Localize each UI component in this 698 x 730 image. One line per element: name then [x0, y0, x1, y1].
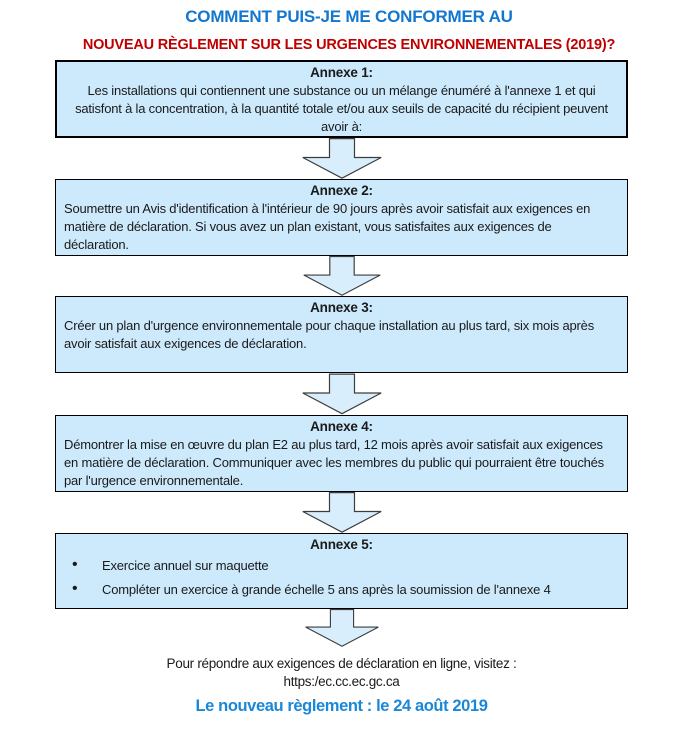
- annexe-4-box: [55, 415, 628, 492]
- down-arrow-2: [55, 256, 628, 296]
- page-title-line1: COMMENT PUIS-JE ME CONFORMER AU: [185, 7, 513, 26]
- annexe-5-bullet-1: • Exercice annuel sur maquette: [64, 557, 619, 575]
- annexe-1-box: [55, 60, 628, 138]
- annexe-1-heading: Annexe 1:: [310, 65, 373, 80]
- flowchart-stack: [55, 60, 628, 647]
- down-arrow-1: [55, 138, 628, 179]
- annexe-3-heading: Annexe 3:: [310, 300, 373, 315]
- annexe-1-body: Les installations qui contiennent une substance ou un mélange énuméré à l'annexe 1 et qui satisfont à la concentration, à la quantité totale et/ou aux seuils de capacité du récipient peuvent avoir à:: [75, 83, 608, 134]
- annexe-2-body: Soumettre un Avis d'identification à l'intérieur de 90 jours après avoir satisfait aux exigences en matière de déclaration. Si vous avez un plan existant, vous satisfaites aux exigences de déclaration.: [64, 201, 591, 252]
- down-arrow-icon: [302, 138, 382, 179]
- page-title-line2: NOUVEAU RÈGLEMENT SUR LES URGENCES ENVIRONNEMENTALES (2019)?: [82, 37, 616, 53]
- footer-date-line: Le nouveau règlement : le 24 août 2019: [195, 697, 488, 715]
- annexe-5-bullet-2: • Compléter un exercice à grande échelle 5 ans après la soumission de l'annexe 4: [64, 581, 619, 599]
- down-arrow-5: [55, 609, 628, 647]
- annexe-5-bullet-list: [64, 557, 619, 599]
- footer-cta-text: Pour répondre aux exigences de déclaration en ligne, visitez :: [166, 656, 517, 671]
- annexe-4-heading: Annexe 4:: [310, 419, 373, 434]
- annexe-5-box: [55, 533, 628, 609]
- down-arrow-icon: [302, 256, 382, 296]
- annexe-2-heading: Annexe 2:: [310, 183, 373, 198]
- footer-url-text: https:/ec.cc.ec.gc.ca: [283, 674, 400, 689]
- down-arrow-4: [55, 492, 628, 533]
- down-arrow-icon: [302, 609, 382, 647]
- footer: [55, 655, 628, 717]
- annexe-2-box: [55, 179, 628, 256]
- down-arrow-icon: [302, 373, 382, 415]
- down-arrow-icon: [302, 492, 382, 533]
- annexe-4-body: Démontrer la mise en œuvre du plan E2 au plus tard, 12 mois après avoir satisfait aux exigences en matière de déclaration. Communiquer avec les membres du public qui pourraient être touchés par l'urgence environnementale.: [64, 437, 604, 488]
- down-arrow-3: [55, 373, 628, 415]
- annexe-3-body: Créer un plan d'urgence environnementale pour chaque installation au plus tard, six mois après avoir satisfait aux exigences de déclaration.: [64, 318, 595, 351]
- annexe-5-heading: Annexe 5:: [310, 537, 373, 552]
- annexe-3-box: [55, 296, 628, 373]
